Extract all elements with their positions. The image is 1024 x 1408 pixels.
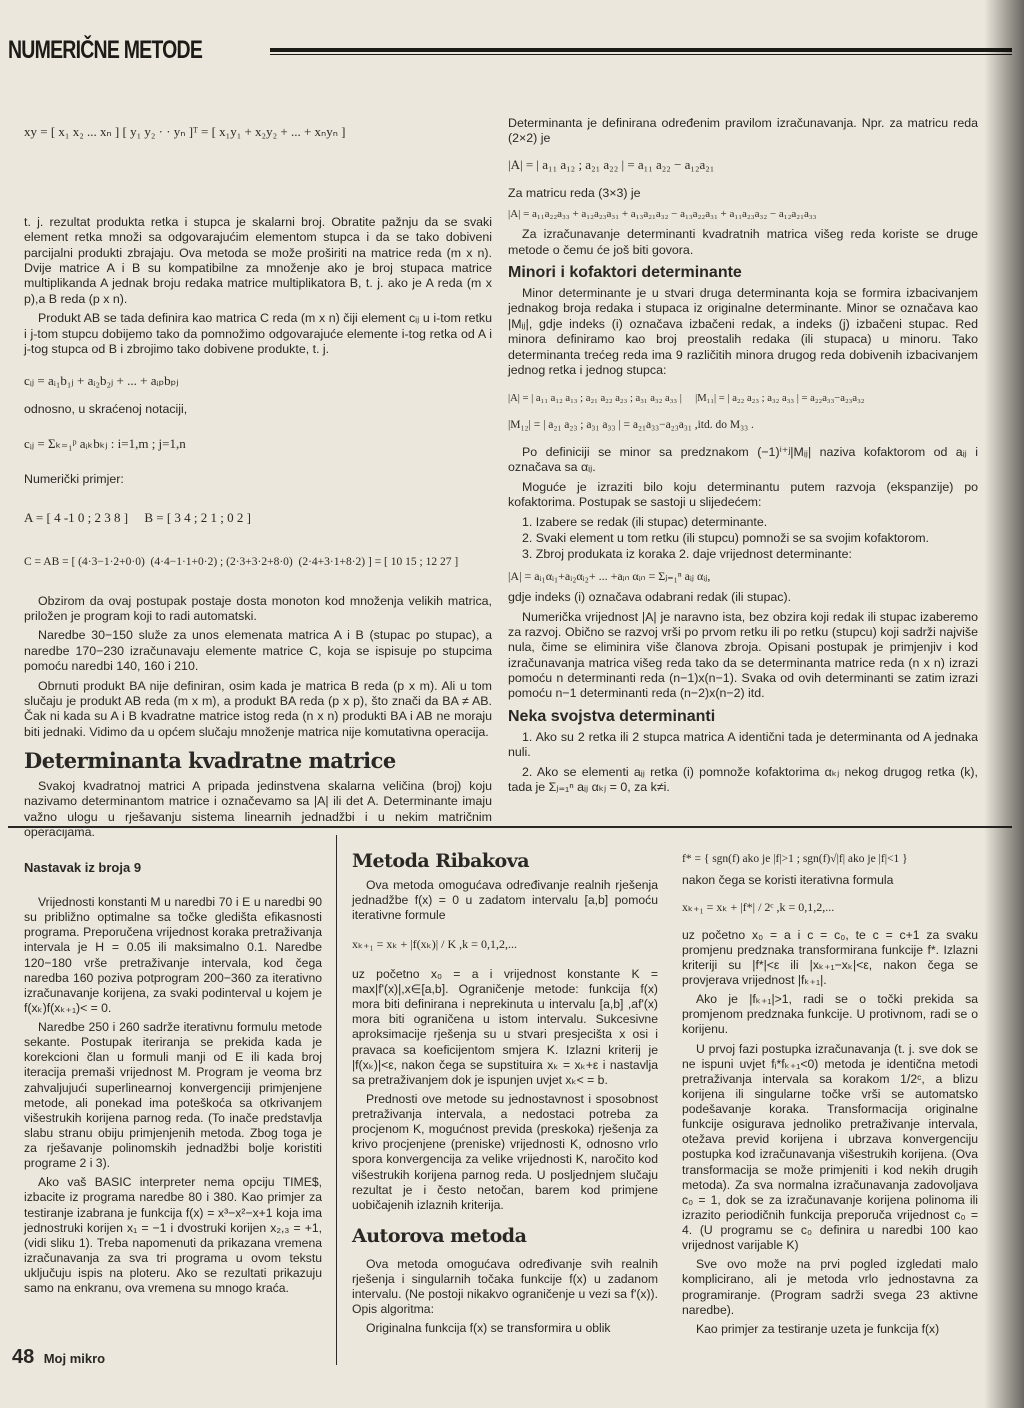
paragraph: Ova metoda omogućava određivanje svih realnih rješenja i singularnih točaka funkcije f(x) u zadanom intervalu. (Ne postoji nikakvo ograničenje u vezi sa f'(x)). Opis algoritma:: [352, 1256, 658, 1317]
equation-product-c: C = AB = [ (4·3−1·2+0·0) (4·4−1·1+0·2) ; (2·3+3·2+8·0) (2·4+3·1+8·2) ] = [ 10 15 ; 12 27 ]: [24, 555, 459, 568]
equation-fstar: f* = { sgn(f) ako je |f|>1 ; sgn(f)√|f| ako je |f|<1 }: [682, 853, 908, 865]
paragraph: Ako je |fₖ₊₁|>1, radi se o točki prekida sa promjenom predznaka funkcije. U protivnom, radi se o korijenu.: [682, 992, 978, 1037]
paragraph: Obzirom da ovaj postupak postaje dosta monoton kod množenja velikih matrica, priložen je program koji to radi automatski.: [24, 593, 492, 623]
heading-autorova: Autorova metoda: [352, 1224, 527, 1247]
equation-iteration-2: xₖ₊₁ = xₖ + |f*| / 2ᶜ ,k = 0,1,2,...: [682, 900, 835, 915]
paragraph: Kao primjer za testiranje uzeta je funkcija f(x): [696, 1321, 940, 1336]
paragraph: Vrijednosti konstanti M u naredbi 70 i E u naredbi 90 su približno optimalne sa točke gledišta efikasnosti programa. Preporučena vrijednost koraka pretraživanja intervala je H = 0.05 ili maksimalno 0.1. Naredbe 120−180 vrše pretraživanje intervala, kod čega naredba 160 poziva potprogram 200−360 za iterativno izračunavanje korijena, za svaki podinterval u kojem je f(xₖ)f(xₖ₊₁)< = 0.: [24, 895, 322, 1015]
paragraph: Produkt AB se tada definira kao matrica C reda (m x n) čiji element cᵢⱼ u i-tom retku i j-tom stupcu dobijemo tako da pomnožimo odgovarajuće elemente i-tog retka od A i j-tog stupca od B i zbrojimo tako dobivene produkte, t. j.: [24, 311, 492, 356]
left-column: [24, 118, 492, 845]
paragraph: t. j. rezultat produkta retka i stupca je skalarni broj. Obratite pažnju da se svaki element retka množi sa odgovarajućim elementom stupca i da se tako dobiveni parcijalni produkti zbrajaju. Ova metoda se može proširiti na matrice reda (m x n). Dvije matrice A i B su kompatibilne za množenje ako je broj stupaca matrice multiplikanda A jednak broju redaka matrice multiplikatora B, t. j. ako je A reda (m x p),a B reda (p x n).: [24, 214, 492, 306]
equation-det-2x2: |A| = | a₁₁ a₁₂ ; a₂₁ a₂₂ | = a₁₁ a₂₂ − a₁₂a₂₁: [508, 156, 715, 172]
paragraph: nakon čega se koristi iterativna formula: [682, 872, 894, 887]
page-header: [8, 36, 1012, 64]
paragraph: uz početno x₀ = a i c = c₀, te c = c+1 za svaku promjenu predznaka transformirana funkcije f*. Izlazni kriteriji su |f*|<ε ili |xₖ₊₁−xₖ|<ε, nakon čega se provjerava vrijednost |fₖ₊₁|.: [682, 927, 978, 988]
section-divider: [8, 826, 1012, 828]
equation-xy: xy = [ x₁ x₂ ... xₙ ] [ y₁ y₂ · · yₙ ]ᵀ = [ x₁y₁ + x₂y₂ + ... + xₙyₙ ]: [24, 124, 346, 139]
page-number: 48: [12, 1346, 35, 1368]
paragraph: Ova metoda omogućava određivanje realnih rješenja jednadžbe f(x) = 0 u zadatom intervalu [a,b] pomoću iterativne formule: [352, 878, 658, 923]
page-footer: [12, 1346, 105, 1369]
right-column: [508, 116, 978, 799]
equation-expansion: |A| = aᵢ₁αᵢ₁+aᵢ₂αᵢ₂+ ... +aᵢₙ αᵢₙ = Σⱼ₌₁ⁿ aᵢⱼ αᵢⱼ,: [508, 568, 711, 583]
equation-matrices-ab: A = [ 4 -1 0 ; 2 3 8 ] B = [ 3 4 ; 2 1 ; 0 2 ]: [24, 509, 251, 525]
paragraph: Za izračunavanje determinanti kvadratnih matrica višeg reda koriste se druge metode o čemu će još biti govora.: [508, 227, 978, 257]
box-nastavak: [24, 860, 322, 1300]
list-item: 1. Izabere se redak (ili stupac) determinante.: [522, 514, 768, 529]
equation-minor-m12: |M₁₂| = | a₂₁ a₂₃ ; a₃₁ a₃₃ | = a₂₁a₃₃−a₂₃a₃₁ ,itd. do M₃₃ .: [508, 419, 754, 432]
box-heading: Nastavak iz broja 9: [24, 860, 142, 875]
paragraph: Sve ovo može na prvi pogled izgledati malo komplicirano, ali je metoda vrlo jednostavna za programiranje. (Program sadrži svega 23 aktivne naredbe).: [682, 1257, 978, 1317]
magazine-name: Moj mikro: [43, 1351, 106, 1366]
paragraph: Numerička vrijednost |A| je naravno ista, bez obzira koji redak ili stupac izaberemo za razvoj. Obično se razvoj vrši po prvom retku ili po retku (stupcu) koji sadrži najviše nula, čime se eliminira više članova zbroja. Opisani postupak je primjenjiv i kod izračunavanja matrica višeg reda tako da se determinanta matrice reda (n x n) izrazi pomoću n determinanti reda (n−1)x(n−1). Svaka od ovih determinanti se zatim izrazi pomoću n−1 determinanti reda (n−2)x(n−2) itd.: [508, 609, 978, 701]
page-edge-shadow: [984, 0, 1024, 1408]
paragraph: Svakoj kvadratnoj matrici A pripada jedinstvena skalarna veličina (broj) koju nazivamo determinantom matrice i označevamo sa |A| ili det A. Determinante imaju važno ulogu u rješavanju sistema linearnih jednadžbi i u nekim matričnim operacijama.: [24, 779, 492, 840]
equation-cij: cᵢⱼ = aᵢ₁b₁ⱼ + aᵢ₂b₂ⱼ + ... + aᵢₚbₚⱼ: [24, 373, 179, 389]
equation-sum: cᵢⱼ = Σₖ₌₁ᵖ aᵢₖbₖⱼ : i=1,m ; j=1,n: [24, 435, 186, 451]
paragraph: uz početno x₀ = a i vrijednost konstante K = max|f'(x)|,x∈[a,b]. Ograničenje metode: funkcija f(x) mora biti definirana i neprekinuta u intervalu [a,b] ,af'(x) mora biti ograničena u istom intervalu. Sukcesivne aproksimacije rješenja su u stvari presjecišta x osi i pravaca sa koeficijentom smjera K. Izlazni kriterij je |f(xₖ)|<ε, nakon čega se supstituira xₖ = xₖ+ε i nastavlja sa pretraživanjem dok je ispunjen uvjet xₖ< = b.: [352, 966, 658, 1087]
paragraph: Moguće je izraziti bilo koju determinantu putem razvoja (ekspanzije) po kofaktorima. Postupak se sastoji u slijedećem:: [508, 479, 978, 510]
paragraph: Za matricu reda (3×3) je: [508, 185, 641, 200]
paragraph: Originalna funkcija f(x) se transformira u oblik: [366, 1321, 611, 1336]
paragraph: Obrnuti produkt BA nije definiran, osim kada je matrica B reda (p x m). Ali u tom slučaju je produkt AB reda (m x m), a produkt BA reda (p x p), što znači da BA ≠ AB. Čak ni kada su A i B kvadratne matrice istog reda (n x n) produkti BA i AB ne moraju biti jednaki. Vidimo da u općem slučaju množenje matrica nije komutativna operacija.: [24, 678, 492, 739]
paragraph: Prednosti ove metode su jednostavnost i sposobnost pretraživanja intervala, a nedostaci potreba za procjenom K, mogućnost previda (preskoka) rješenja za krivo procjenjene (preniske) vrijednosti K, odnosno vrlo spora konvergencija za velike vrijednosti K, naročito kod višestrukih korijena parnog reda. U posljednjem slučaju rezultat je i često netočan, barem kod primjene uobičajenih izlaznih kriterija.: [352, 1091, 658, 1212]
heading-minori: Minori i kofaktori determinante: [508, 264, 742, 282]
paragraph: Numerički primjer:: [24, 472, 124, 487]
paragraph: Naredbe 30−150 služe za unos elemenata matrica A i B (stupac po stupac), a naredbe 170−230 izračunavaju elemente matrice C, koja se ispisuje po stupcima pomoću naredbi 140, 160 i 210.: [24, 628, 492, 674]
box-autorova-cont: [682, 850, 978, 1341]
paragraph: Minor determinante je u stvari druga determinanta koja se formira izbacivanjem jednakog broja redaka i stupaca iz originalne determinante. Minor se označava kao |Mᵢⱼ|, gdje indeks (i) označava izbačeni redak, a indeks (j) izbačeni stupac. Red minora definiramo kao broj preostalih redaka (ili stupaca) u minoru. Tako determinanta trećeg reda ima 9 različitih minora drugog reda dobivenih izbacivanjem jednog retka i jednog stupca:: [508, 286, 978, 377]
heading-ribakov: Metoda Ribakova: [352, 850, 530, 872]
heading-determinanta: Determinanta kvadratne matrice: [24, 748, 396, 773]
list-item: 3. Zbroj produkata iz koraka 2. daje vrijednost determinante:: [522, 547, 852, 562]
paragraph: gdje indeks (i) označava odabrani redak (ili stupac).: [508, 590, 792, 605]
paragraph: Ako vaš BASIC interpreter nema opciju TIME$, izbacite iz programa naredbe 80 i 380. Kao primjer za testiranje izabrana je funkcija f(x) = x³−x²−x+1 koja ima jednostruki korijen x₁ = −1 i dvostruki korijen x₂,₃ = +1, (vidi sliku 1). Treba napomenuti da prikazana vremena izračunavanja za sva tri programa u ovom tekstu uključuju ispis na ploteru. Ako se rezultati prikazuju samo na enkranu, ova vremena su mnogo kraća.: [24, 1175, 322, 1296]
equation-iteration: xₖ₊₁ = xₖ + |f(xₖ)| / K ,k = 0,1,2,...: [352, 937, 517, 952]
equation-minor-m11: |A| = | a₁₁ a₁₂ a₁₃ ; a₂₁ a₂₂ a₂₃ ; a₃₁ a₃₂ a₃₃ | |M₁₁| = | a₂₂ a₂₃ ; a₃₂ a₃₃ | = a₂₂a₃₃−a₂₃a₃₂: [508, 393, 865, 405]
column-rule: [336, 835, 337, 1365]
heading-svojstva: Neka svojstva determinanti: [508, 707, 716, 725]
section-title: NUMERIČNE METODE: [8, 36, 203, 64]
paragraph: U prvoj fazi postupka izračunavanja (t. j. sve dok se ne ispuni uvjet fᵢ*fₖ₊₁<0) metoda je identična metodi pretraživanja intervala sa korakom 1/2ᶜ, a blizu korijena ili singularne točke vrši se automatsko podešavanje koraka. Transformacija originalne funkcije osigurava jednoliko pretraživanje intervala, otežava previd korijena i ubrzava konvergenciju postupka kod izračunavanja višestrukih korijena. (Ova transformacija se može primjeniti i kod nekih drugih metoda). Za sva normalna izračunavanja zadovoljava c₀ = 1, dok se za izračunavanje korijena polinoma ili izrazito periodičnih funkcija preporuča vrijednost c₀ = 4. (U programu se c₀ definira u naredbi 100 kao vrijednost varijable K): [682, 1041, 978, 1253]
paragraph: Naredbe 250 i 260 sadrže iterativnu formulu metode sekante. Postupak iteriranja se prekida kada je korekcioni član u formuli manji od E ili kada broj iteracija premaši vrijednost M. Program je veoma brz zahvaljujući superlinearnoj konvergenciji primjenjene metode, ali ponekad ima poteškoća sa otkrivanjem višestrukih korijena parnog reda. (To inače predstavlja slabu stranu obiju primjenjenih metoda. Zbog toga je za rješavanje polinomskih jednadžbi bolje koristiti programe 2 i 3).: [24, 1020, 322, 1171]
box-ribakov: [352, 850, 658, 1341]
paragraph: Determinanta je definirana određenim pravilom izračunavanja. Npr. za matricu reda (2×2) je: [508, 116, 978, 146]
paragraph: 1. Ako su 2 retka ili 2 stupca matrica A identični tada je determinanta od A jednaka nuli.: [508, 729, 978, 760]
list-item: 2. Svaki element u tom retku (ili stupcu) pomnoži se sa svojim kofaktorom.: [522, 530, 929, 545]
paragraph: 2. Ako se elementi aᵢⱼ retka (i) pomnože kofaktorima αₖⱼ nekog drugog retka (k), tada je Σⱼ₌₁ⁿ aᵢⱼ αₖⱼ = 0, za k≠i.: [508, 764, 978, 794]
equation-det-3x3: |A| = a₁₁a₂₂a₃₃ + a₁₂a₂₃a₃₁ + a₁₃a₂₁a₃₂ − a₁₃a₂₂a₃₁ + a₁₁a₂₃a₃₂ − a₁₂a₂₁a₃₃: [508, 208, 817, 221]
paragraph: odnosno, u skraćenoj notaciji,: [24, 402, 188, 417]
header-rule: [270, 48, 1012, 55]
paragraph: Po definiciji se minor sa predznakom (−1)ⁱ⁺ʲ|Mᵢⱼ| naziva kofaktorom od aᵢⱼ i označava sa αᵢⱼ.: [508, 445, 978, 475]
